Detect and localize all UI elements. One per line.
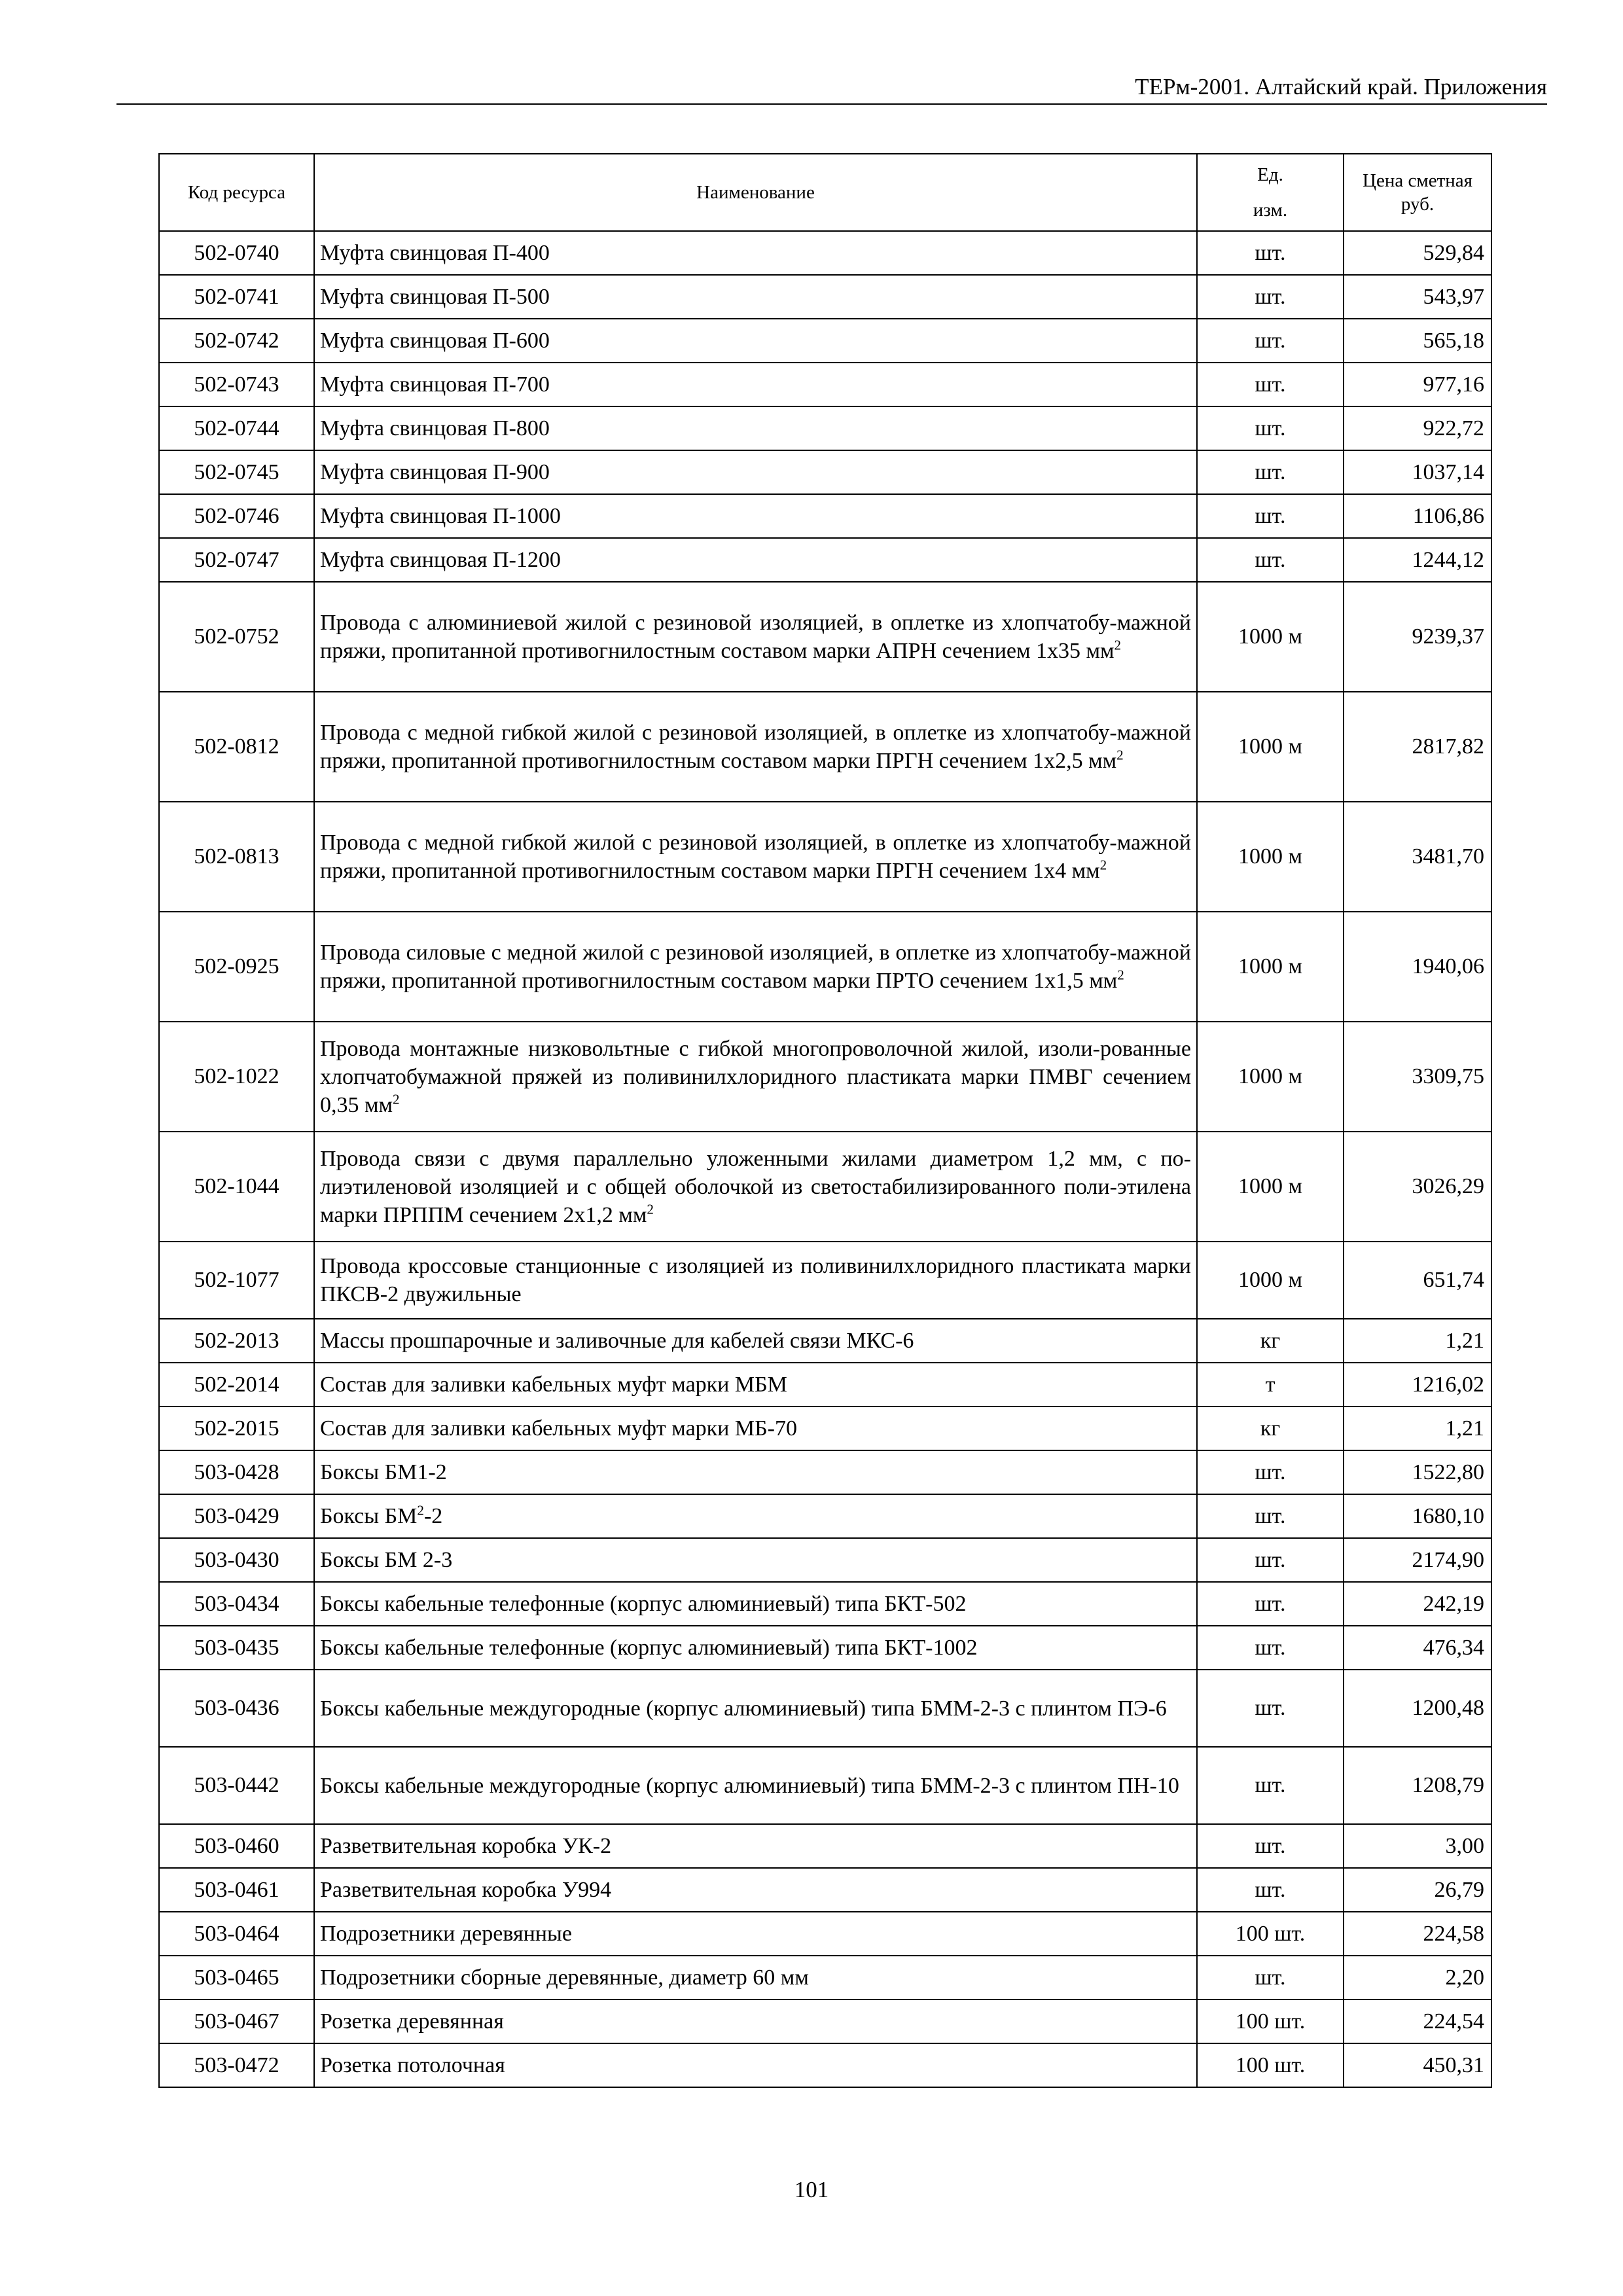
estimated-price: 1680,10 <box>1344 1494 1491 1538</box>
resource-name <box>314 1242 1197 1319</box>
estimated-price: 1106,86 <box>1344 494 1491 538</box>
resource-name-text: Состав для заливки кабельных муфт марки МБ-70 <box>320 1416 797 1441</box>
resource-name <box>314 1670 1197 1747</box>
resource-name <box>314 1956 1197 2000</box>
table-row <box>159 1363 1491 1407</box>
unit-of-measure: шт. <box>1197 1494 1344 1538</box>
unit-of-measure: шт. <box>1197 1868 1344 1912</box>
resource-name-text: Розетка потолочная <box>320 2053 505 2077</box>
unit-of-measure: шт. <box>1197 406 1344 450</box>
estimated-price: 224,54 <box>1344 2000 1491 2043</box>
unit-of-measure: шт. <box>1197 275 1344 319</box>
unit-of-measure: 100 шт. <box>1197 2043 1344 2087</box>
unit-of-measure: 100 шт. <box>1197 1912 1344 1956</box>
unit-of-measure: 1000 м <box>1197 1132 1344 1242</box>
column-header-unit-line2: изм. <box>1253 200 1288 221</box>
superscript: 2 <box>1116 747 1124 763</box>
resource-code: 502-0747 <box>159 538 314 582</box>
resource-name <box>314 1626 1197 1670</box>
resource-name-text: Подрозетники деревянные <box>320 1922 572 1946</box>
table-row <box>159 363 1491 406</box>
table-row <box>159 1242 1491 1319</box>
resource-name <box>314 802 1197 912</box>
unit-of-measure: шт. <box>1197 1538 1344 1582</box>
unit-of-measure: 1000 м <box>1197 692 1344 802</box>
resource-code: 502-0740 <box>159 231 314 275</box>
resource-name-text: Боксы БМ1-2 <box>320 1460 447 1484</box>
unit-of-measure: шт. <box>1197 1747 1344 1824</box>
estimated-price: 1522,80 <box>1344 1450 1491 1494</box>
resource-code: 502-2013 <box>159 1319 314 1363</box>
resource-code: 503-0461 <box>159 1868 314 1912</box>
resource-code: 503-0460 <box>159 1824 314 1868</box>
estimated-price: 3309,75 <box>1344 1022 1491 1132</box>
table-header-row <box>159 154 1491 231</box>
resource-name <box>314 912 1197 1022</box>
resource-name-suffix: -2 <box>423 1504 443 1528</box>
resource-name <box>314 1868 1197 1912</box>
table-body <box>159 231 1491 2087</box>
resource-name <box>314 406 1197 450</box>
resource-code: 503-0428 <box>159 1450 314 1494</box>
column-header-unit <box>1197 154 1344 231</box>
superscript: 2 <box>393 1091 400 1107</box>
column-header-unit-line1: Ед. <box>1257 164 1283 185</box>
estimated-price: 26,79 <box>1344 1868 1491 1912</box>
unit-of-measure: шт. <box>1197 538 1344 582</box>
table-row <box>159 1132 1491 1242</box>
resource-name-text: Разветвительная коробка У994 <box>320 1878 612 1902</box>
resource-code: 502-0744 <box>159 406 314 450</box>
unit-of-measure: шт. <box>1197 1956 1344 2000</box>
unit-of-measure: 1000 м <box>1197 1022 1344 1132</box>
resource-code: 503-0472 <box>159 2043 314 2087</box>
resource-name-text: Боксы кабельные телефонные (корпус алюминиевый) типа БКТ-1002 <box>320 1636 978 1660</box>
column-header-name: Наименование <box>314 154 1197 231</box>
resource-name-text: Муфта свинцовая П-800 <box>320 416 550 440</box>
resource-code: 503-0430 <box>159 1538 314 1582</box>
estimated-price: 3481,70 <box>1344 802 1491 912</box>
resource-name-text: Провода с медной гибкой жилой с резиновой изоляцией, в оплетке из хлопчатобу-мажной пряжи, пропитанной противогнилостным составом марки ПРГН сечением 1х4 мм <box>320 831 1191 883</box>
resource-name <box>314 1363 1197 1407</box>
unit-of-measure: 1000 м <box>1197 802 1344 912</box>
table-row <box>159 1538 1491 1582</box>
unit-of-measure: 1000 м <box>1197 912 1344 1022</box>
unit-of-measure: кг <box>1197 1319 1344 1363</box>
table-row <box>159 1582 1491 1626</box>
estimated-price: 2817,82 <box>1344 692 1491 802</box>
unit-of-measure: т <box>1197 1363 1344 1407</box>
resource-name <box>314 494 1197 538</box>
unit-of-measure: кг <box>1197 1407 1344 1450</box>
resource-name <box>314 582 1197 692</box>
resource-code: 503-0464 <box>159 1912 314 1956</box>
estimated-price: 922,72 <box>1344 406 1491 450</box>
unit-of-measure: шт. <box>1197 1450 1344 1494</box>
resource-name <box>314 1538 1197 1582</box>
estimated-price: 3,00 <box>1344 1824 1491 1868</box>
resource-name-text: Провода с алюминиевой жилой с резиновой изоляцией, в оплетке из хлопчатобу-мажной пряжи, пропитанной противогнилостным составом марки АПРН сечением 1х35 мм <box>320 611 1191 663</box>
table-row <box>159 582 1491 692</box>
table-row <box>159 1956 1491 2000</box>
unit-of-measure: шт. <box>1197 1626 1344 1670</box>
resource-code: 502-1077 <box>159 1242 314 1319</box>
resource-name-text: Провода монтажные низковольтные с гибкой многопроволочной жилой, изоли-рованные хлопчатобумажной пряжей из поливинилхлоридного пластиката марки ПМВГ сечением 0,35 мм <box>320 1036 1191 1117</box>
table-row <box>159 1670 1491 1747</box>
resource-name-text: Провода с медной гибкой жилой с резиновой изоляцией, в оплетке из хлопчатобу-мажной пряжи, пропитанной противогнилостным составом марки ПРГН сечением 1х2,5 мм <box>320 721 1191 773</box>
page-number: 101 <box>794 2177 829 2202</box>
resource-code: 502-1044 <box>159 1132 314 1242</box>
resource-name-text: Муфта свинцовая П-900 <box>320 460 550 484</box>
table-row <box>159 1868 1491 1912</box>
resource-code: 502-0742 <box>159 319 314 363</box>
table-row <box>159 319 1491 363</box>
estimated-price: 1,21 <box>1344 1319 1491 1363</box>
resource-name-text: Состав для заливки кабельных муфт марки МБМ <box>320 1372 787 1397</box>
unit-of-measure: 1000 м <box>1197 582 1344 692</box>
resource-name <box>314 1132 1197 1242</box>
resource-name <box>314 692 1197 802</box>
superscript: 2 <box>417 1502 424 1518</box>
resource-code: 502-2014 <box>159 1363 314 1407</box>
superscript: 2 <box>1114 637 1122 653</box>
resource-code: 502-1022 <box>159 1022 314 1132</box>
resource-name <box>314 1450 1197 1494</box>
table-row <box>159 1912 1491 1956</box>
resource-code: 503-0442 <box>159 1747 314 1824</box>
resource-name-text: Провода кроссовые станционные с изоляцией из поливинилхлоридного пластиката марки ПКСВ-2 двужильные <box>320 1254 1191 1306</box>
estimated-price: 476,34 <box>1344 1626 1491 1670</box>
estimated-price: 1,21 <box>1344 1407 1491 1450</box>
unit-of-measure: шт. <box>1197 1670 1344 1747</box>
resource-code: 502-0746 <box>159 494 314 538</box>
table-row <box>159 912 1491 1022</box>
resource-name-text: Муфта свинцовая П-600 <box>320 329 550 353</box>
estimated-price: 224,58 <box>1344 1912 1491 1956</box>
resource-code: 502-0743 <box>159 363 314 406</box>
estimated-price: 450,31 <box>1344 2043 1491 2087</box>
resource-code: 503-0434 <box>159 1582 314 1626</box>
resource-name-text: Провода силовые с медной жилой с резиновой изоляцией, в оплетке из хлопчатобу-мажной пряжи, пропитанной противогнилостным составом марки ПРТО сечением 1х1,5 мм <box>320 941 1191 993</box>
resource-name <box>314 319 1197 363</box>
estimated-price: 3026,29 <box>1344 1132 1491 1242</box>
table-row <box>159 692 1491 802</box>
unit-of-measure: шт. <box>1197 231 1344 275</box>
unit-of-measure: шт. <box>1197 1582 1344 1626</box>
resource-name <box>314 1747 1197 1824</box>
resource-code: 502-2015 <box>159 1407 314 1450</box>
estimated-price: 529,84 <box>1344 231 1491 275</box>
unit-of-measure: шт. <box>1197 319 1344 363</box>
resource-code: 502-0813 <box>159 802 314 912</box>
table-row <box>159 1747 1491 1824</box>
resource-name-text: Боксы БМ 2-3 <box>320 1548 453 1572</box>
unit-of-measure: шт. <box>1197 363 1344 406</box>
resource-name <box>314 1912 1197 1956</box>
estimated-price: 1216,02 <box>1344 1363 1491 1407</box>
estimated-price: 565,18 <box>1344 319 1491 363</box>
resource-name-text: Разветвительная коробка УК-2 <box>320 1834 612 1858</box>
resource-name-text: Муфта свинцовая П-400 <box>320 241 550 265</box>
table-row <box>159 538 1491 582</box>
table-row <box>159 1824 1491 1868</box>
resource-name-text: Провода связи с двумя параллельно уложенными жилами диаметром 1,2 мм, с по-лиэтиленовой изоляцией и с общей оболочкой из светостабилизированного поли-этилена марки ПРППМ сечением 2х1,2 мм <box>320 1146 1191 1227</box>
estimated-price: 1200,48 <box>1344 1670 1491 1747</box>
resource-name <box>314 275 1197 319</box>
resource-code: 502-0741 <box>159 275 314 319</box>
resource-name-text: Розетка деревянная <box>320 2009 504 2034</box>
estimated-price: 1037,14 <box>1344 450 1491 494</box>
estimated-price: 1208,79 <box>1344 1747 1491 1824</box>
table-row <box>159 494 1491 538</box>
table-row <box>159 1407 1491 1450</box>
unit-of-measure: шт. <box>1197 494 1344 538</box>
estimated-price: 651,74 <box>1344 1242 1491 1319</box>
resource-name-text: Боксы кабельные междугородные (корпус алюминиевый) типа БММ-2-3 с плинтом ПЭ-6 <box>320 1696 1167 1721</box>
running-header: ТЕРм-2001. Алтайский край. Приложения <box>116 71 1547 105</box>
resource-name <box>314 2043 1197 2087</box>
resource-name <box>314 1319 1197 1363</box>
resource-code: 502-0925 <box>159 912 314 1022</box>
resource-name-text: Боксы БМ <box>320 1504 418 1528</box>
table-row <box>159 1626 1491 1670</box>
resource-name <box>314 1022 1197 1132</box>
unit-of-measure: 1000 м <box>1197 1242 1344 1319</box>
resource-code: 502-0812 <box>159 692 314 802</box>
price-table <box>158 153 1492 2088</box>
table-row <box>159 406 1491 450</box>
table-row <box>159 450 1491 494</box>
estimated-price: 543,97 <box>1344 275 1491 319</box>
table-row <box>159 802 1491 912</box>
table-row <box>159 1319 1491 1363</box>
estimated-price: 2,20 <box>1344 1956 1491 2000</box>
table-row <box>159 1494 1491 1538</box>
resource-code: 503-0435 <box>159 1626 314 1670</box>
estimated-price: 977,16 <box>1344 363 1491 406</box>
resource-name <box>314 1407 1197 1450</box>
estimated-price: 1940,06 <box>1344 912 1491 1022</box>
resource-name <box>314 231 1197 275</box>
table-row <box>159 2000 1491 2043</box>
resource-name-text: Муфта свинцовая П-500 <box>320 285 550 309</box>
column-header-price <box>1344 154 1491 231</box>
resource-code: 503-0429 <box>159 1494 314 1538</box>
resource-code: 502-0752 <box>159 582 314 692</box>
resource-name-text: Муфта свинцовая П-1000 <box>320 504 561 528</box>
table-row <box>159 1450 1491 1494</box>
resource-name <box>314 1824 1197 1868</box>
estimated-price: 2174,90 <box>1344 1538 1491 1582</box>
resource-code: 503-0467 <box>159 2000 314 2043</box>
resource-name-text: Боксы кабельные телефонные (корпус алюминиевый) типа БКТ-502 <box>320 1592 967 1616</box>
resource-name-text: Муфта свинцовая П-700 <box>320 372 550 397</box>
estimated-price: 9239,37 <box>1344 582 1491 692</box>
table-row <box>159 2043 1491 2087</box>
resource-name <box>314 538 1197 582</box>
unit-of-measure: 100 шт. <box>1197 2000 1344 2043</box>
resource-name <box>314 1582 1197 1626</box>
unit-of-measure: шт. <box>1197 1824 1344 1868</box>
estimated-price: 1244,12 <box>1344 538 1491 582</box>
resource-name-text: Массы прошпарочные и заливочные для кабелей связи МКС-6 <box>320 1329 914 1353</box>
resource-name-text: Боксы кабельные междугородные (корпус алюминиевый) типа БММ-2-3 с плинтом ПН-10 <box>320 1773 1179 1798</box>
table-row <box>159 1022 1491 1132</box>
superscript: 2 <box>647 1201 654 1217</box>
resource-name <box>314 2000 1197 2043</box>
resource-name-text: Муфта свинцовая П-1200 <box>320 548 561 572</box>
column-header-price-line2: руб. <box>1400 194 1435 215</box>
resource-name <box>314 1494 1197 1538</box>
table-row <box>159 275 1491 319</box>
column-header-code: Код ресурса <box>159 154 314 231</box>
estimated-price: 242,19 <box>1344 1582 1491 1626</box>
resource-code: 503-0436 <box>159 1670 314 1747</box>
table-row <box>159 231 1491 275</box>
resource-name <box>314 450 1197 494</box>
unit-of-measure: шт. <box>1197 450 1344 494</box>
superscript: 2 <box>1099 857 1107 873</box>
resource-code: 503-0465 <box>159 1956 314 2000</box>
resource-name <box>314 363 1197 406</box>
superscript: 2 <box>1117 967 1124 983</box>
column-header-price-line1: Цена сметная <box>1363 170 1472 191</box>
resource-name-text: Подрозетники сборные деревянные, диаметр 60 мм <box>320 1965 809 1990</box>
resource-code: 502-0745 <box>159 450 314 494</box>
